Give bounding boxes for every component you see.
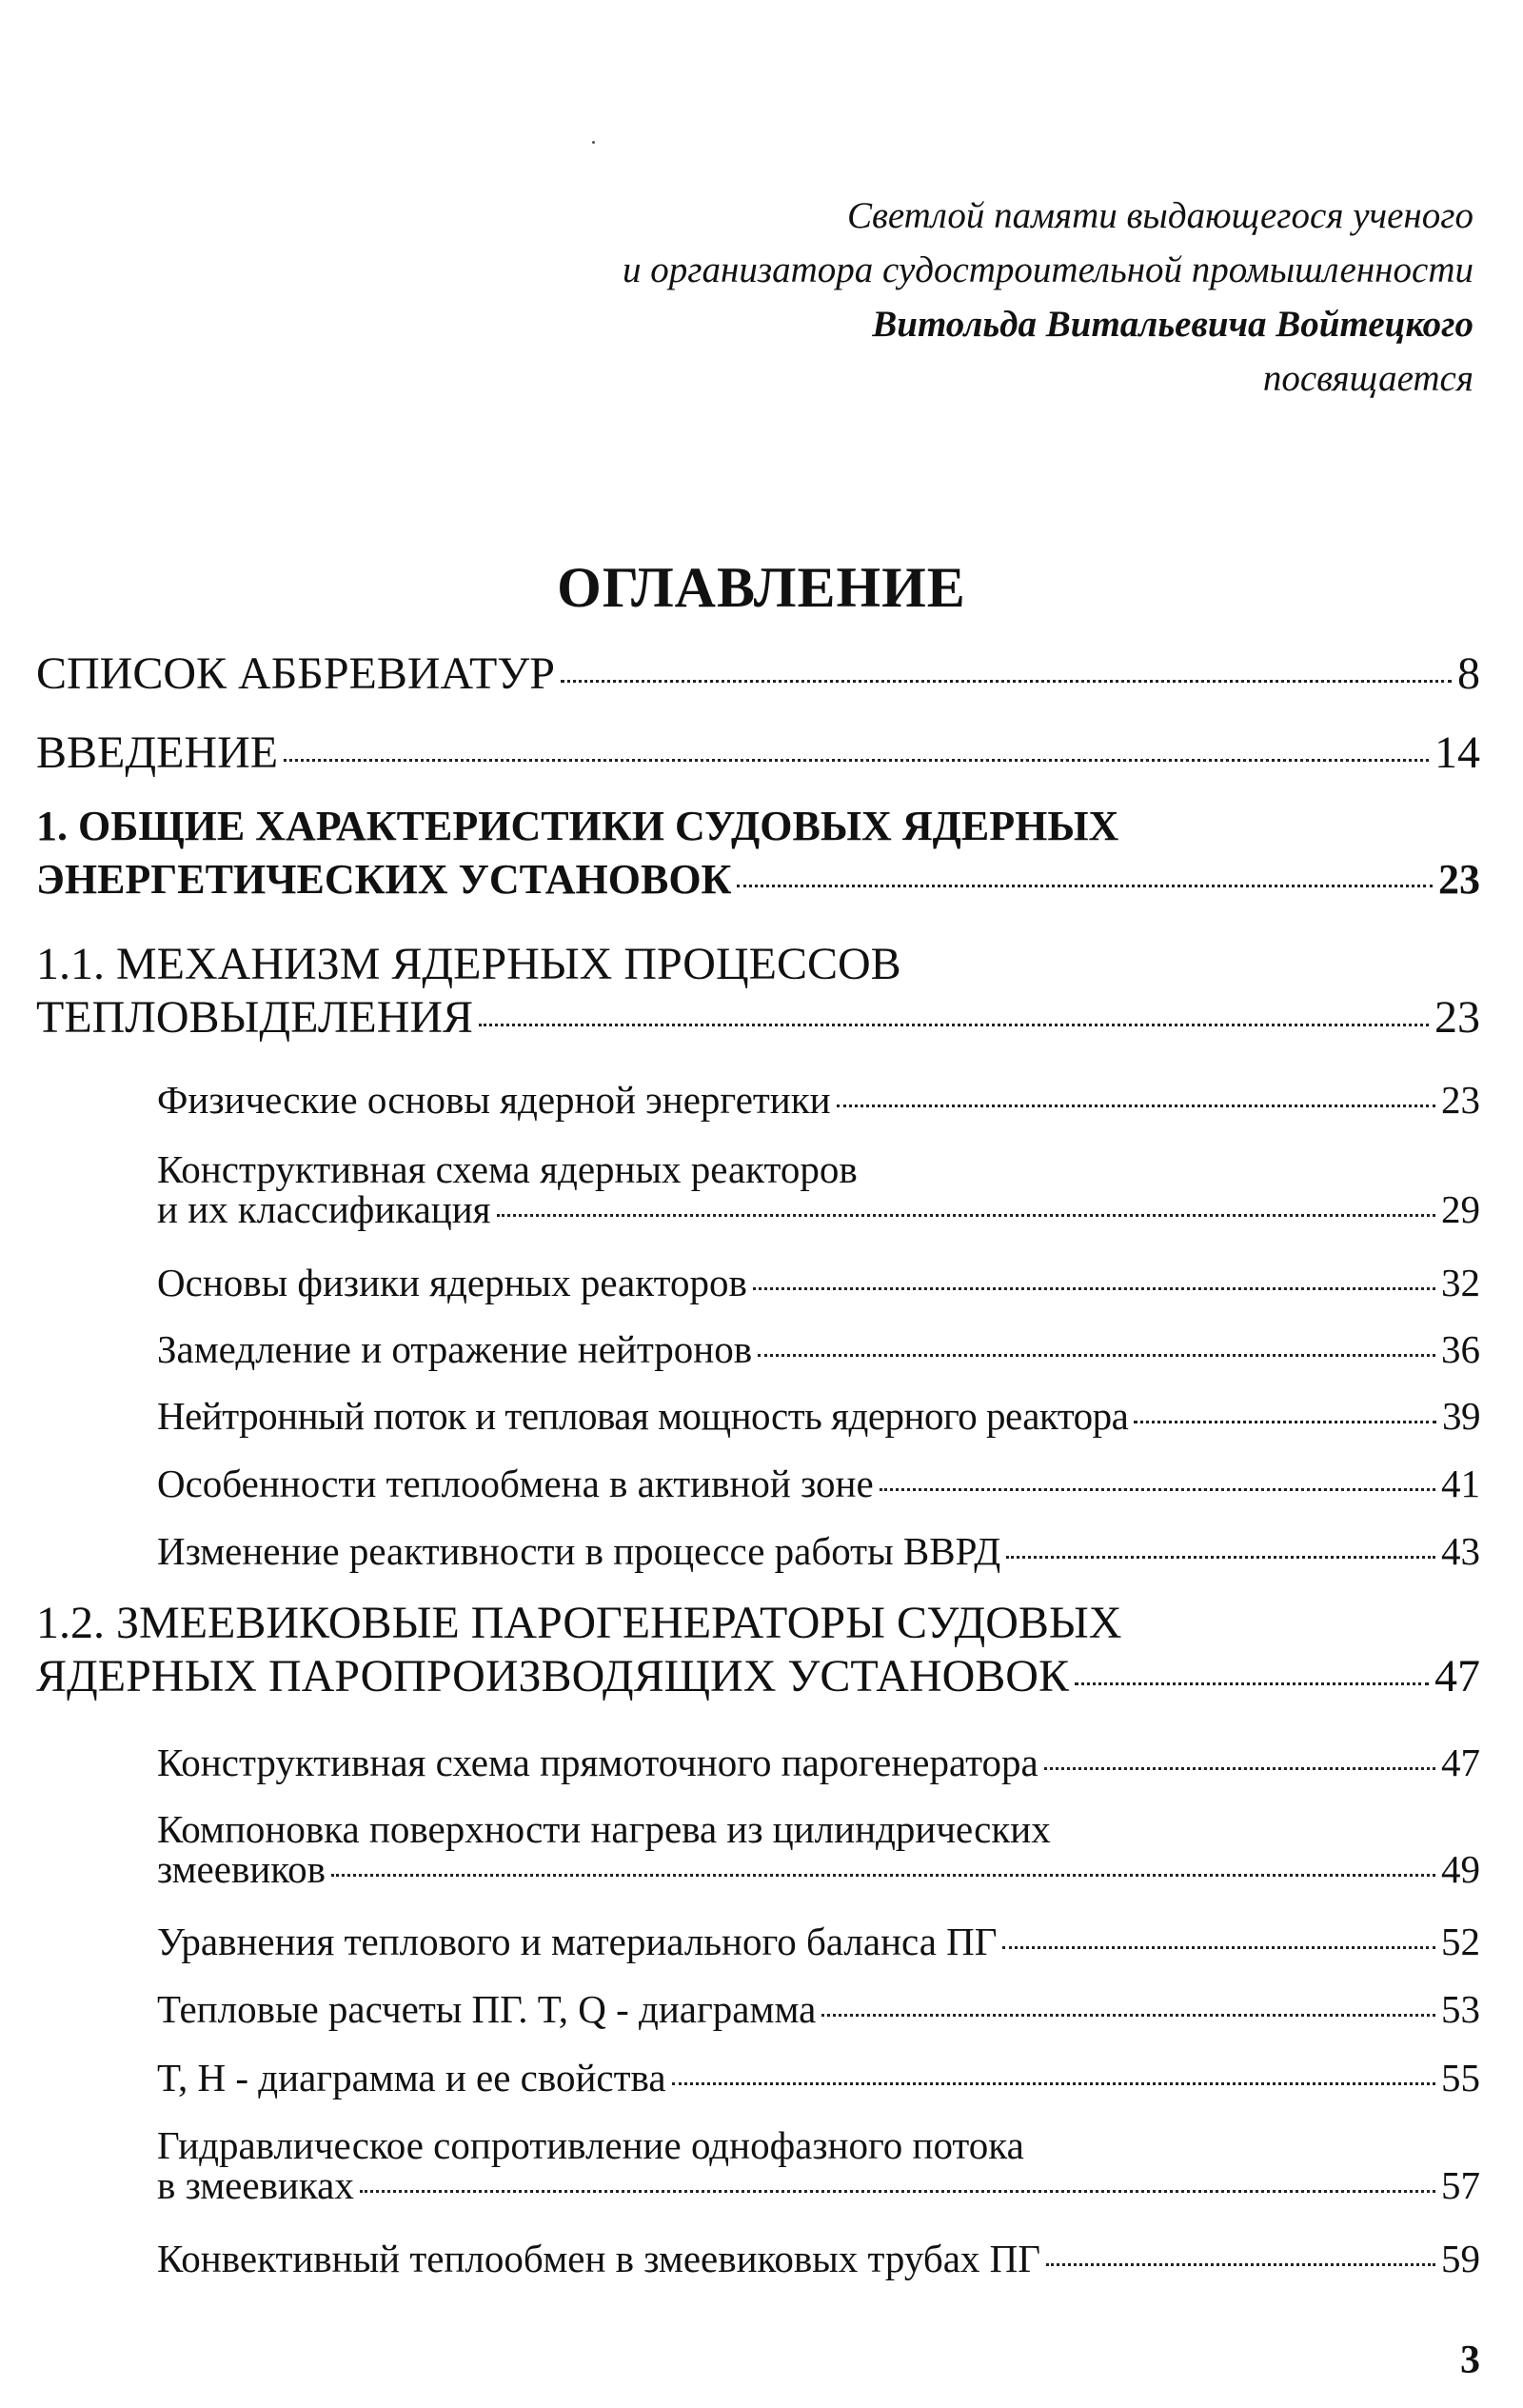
toc-entry-label: СПИСОК АББРЕВИАТУР	[36, 648, 555, 699]
toc-entry-page: 59	[1441, 2237, 1480, 2280]
toc-entry-label: Особенности теплообмена в активной зоне	[157, 1462, 874, 1505]
toc-entry-label: ЭНЕРГЕТИЧЕСКИХ УСТАНОВОК	[36, 856, 732, 903]
dedication-name: Витольда Витальевича Войтецкого	[872, 304, 1474, 345]
dedication-line: и организатора судостроительной промышленности	[623, 249, 1474, 290]
toc-entry-label: Тепловые расчеты ПГ. T, Q - диаграмма	[157, 1987, 817, 2031]
toc-entry-label: 1.1. МЕХАНИЗМ ЯДЕРНЫХ ПРОЦЕССОВ	[36, 939, 901, 989]
dot-leader	[561, 680, 1452, 683]
toc-entry-label: ЯДЕРНЫХ ПАРОПРОИЗВОДЯЩИХ УСТАНОВОК	[36, 1651, 1069, 1702]
dot-leader	[737, 885, 1433, 887]
toc-entry-label: Конструктивная схема ядерных реакторов	[157, 1147, 858, 1191]
toc-entry-page: 47	[1434, 1651, 1480, 1702]
toc-entry-label: Конвективный теплообмен в змеевиковых трубах ПГ	[157, 2237, 1040, 2280]
toc-title: ОГЛАВЛЕНИЕ	[557, 556, 966, 619]
toc-entry-label: Уравнения теплового и материального баланса ПГ	[157, 1920, 998, 1963]
scan-speck	[592, 141, 595, 144]
toc-entry-label: Конструктивная схема прямоточного парогенератора	[157, 1741, 1038, 1784]
toc-entry-page: 23	[1434, 992, 1480, 1043]
dot-leader	[672, 2082, 1435, 2085]
toc-entry-label: Замедление и отражение нейтронов	[157, 1327, 753, 1371]
dot-leader	[360, 2190, 1435, 2193]
toc-entry-page: 36	[1441, 1327, 1480, 1371]
toc-entry-page: 47	[1441, 1741, 1480, 1784]
toc-entry-label: 1.2. ЗМЕЕВИКОВЫЕ ПАРОГЕНЕРАТОРЫ СУДОВЫХ	[36, 1598, 1122, 1648]
toc-entry-label: 1. ОБЩИЕ ХАРАКТЕРИСТИКИ СУДОВЫХ ЯДЕРНЫХ	[36, 803, 1119, 849]
dot-leader	[331, 1874, 1435, 1877]
toc-entry-label: ВВЕДЕНИЕ	[36, 727, 279, 778]
toc-subsection-entry	[157, 2235, 1480, 2282]
toc-subsection-entry	[157, 1918, 1480, 1965]
toc-subsection-entry	[157, 1392, 1480, 1440]
toc-entry-label: Гидравлическое сопротивление однофазного потока	[157, 2123, 1024, 2167]
toc-section-entry	[36, 1597, 1480, 1703]
toc-entry-label: Физические основы ядерной энергетики	[157, 1078, 831, 1122]
toc-entry-page: 41	[1441, 1462, 1480, 1505]
toc-entry-label: T, H - диаграмма и ее свойства	[157, 2056, 666, 2100]
dot-leader	[284, 759, 1429, 762]
page-number: 3	[1460, 2338, 1480, 2382]
dot-leader	[1046, 2263, 1435, 2266]
toc-entry-page: 43	[1441, 1529, 1480, 1573]
toc-entry-page: 52	[1441, 1920, 1480, 1963]
toc-entry-page: 57	[1441, 2163, 1480, 2207]
dot-leader	[821, 2014, 1435, 2017]
toc-entry-page: 49	[1441, 1847, 1480, 1891]
toc-entry-page: 14	[1434, 727, 1480, 778]
toc-entry-label: Компоновка поверхности нагрева из цилиндрических	[157, 1807, 1051, 1851]
dedication	[623, 189, 1474, 406]
toc-entry-label: Основы физики ядерных реакторов	[157, 1261, 747, 1304]
dot-leader	[758, 1354, 1435, 1357]
toc-entry-page: 23	[1438, 856, 1480, 903]
toc-entry-page: 55	[1441, 2056, 1480, 2100]
toc-entry	[36, 726, 1480, 780]
toc-entry-page: 53	[1441, 1987, 1480, 2031]
toc-entry-page: 8	[1457, 648, 1480, 699]
toc-entry-label: и их классификация	[157, 1187, 491, 1231]
toc-subsection-entry	[157, 2121, 1480, 2209]
toc-entry-page: 23	[1441, 1078, 1480, 1122]
toc-entry-page: 32	[1441, 1261, 1480, 1304]
toc-entry-label: ТЕПЛОВЫДЕЛЕНИЯ	[36, 992, 474, 1043]
toc-subsection-entry	[157, 1739, 1480, 1786]
toc-subsection-entry	[157, 1325, 1480, 1373]
dot-leader	[1044, 1767, 1435, 1770]
dot-leader	[753, 1287, 1435, 1290]
toc-entry-label: змеевиков	[157, 1847, 326, 1891]
dot-leader	[1134, 1421, 1436, 1423]
toc-entry-page: 39	[1442, 1394, 1480, 1438]
toc-entry-label: Нейтронный поток и тепловая мощность ядерного реактора	[157, 1394, 1129, 1438]
toc-entry	[36, 647, 1480, 701]
toc-subsection-entry	[157, 2054, 1480, 2101]
toc-subsection-entry	[157, 1460, 1480, 1507]
toc-subsection-entry	[157, 1076, 1480, 1124]
toc-section-entry	[36, 938, 1480, 1045]
toc-entry-label: в змеевиках	[157, 2163, 354, 2207]
dot-leader	[1002, 1946, 1435, 1949]
toc-entry-page: 29	[1441, 1187, 1480, 1231]
toc-subsection-entry	[157, 1985, 1480, 2033]
dot-leader	[1006, 1556, 1435, 1559]
toc-chapter-entry	[36, 800, 1480, 906]
dot-leader	[837, 1104, 1435, 1107]
toc-subsection-entry	[157, 1527, 1480, 1575]
dot-leader	[1075, 1682, 1429, 1685]
dot-leader	[497, 1214, 1435, 1217]
dot-leader	[479, 1024, 1429, 1026]
toc-subsection-entry	[157, 1145, 1480, 1233]
toc-subsection-entry	[157, 1805, 1480, 1893]
dedication-line: посвящается	[1262, 358, 1474, 399]
toc-subsection-entry	[157, 1259, 1480, 1306]
toc-entry-label: Изменение реактивности в процессе работы ВВРД	[157, 1529, 1001, 1573]
dedication-line: Светлой памяти выдающегося ученого	[846, 195, 1474, 236]
dot-leader	[880, 1488, 1435, 1491]
